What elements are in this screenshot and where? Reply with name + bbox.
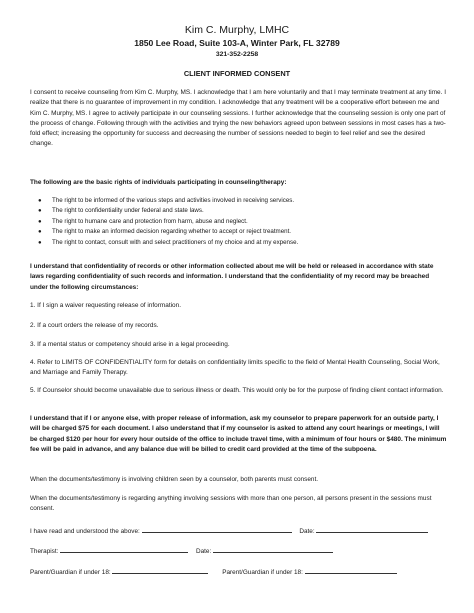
date-label: Date: xyxy=(299,528,315,535)
rights-list-item: ● The right to be informed of the various steps and activities involved in receiving services. xyxy=(52,196,452,206)
multiple-persons-note: When the documents/testimony is regarding anything involving sessions with more than one person, all persons present in the sessions must consent. xyxy=(30,495,432,513)
rights-list-item: ● The right to make an informed decision regarding whether to accept or reject treatment. xyxy=(52,227,452,237)
rights-list xyxy=(38,196,452,248)
parent-label: Parent/Guardian if under 18: xyxy=(222,569,303,576)
parent-signatures-row xyxy=(30,567,397,577)
practice-address: 1850 Lee Road, Suite 103-A, Winter Park, FL 32789 xyxy=(134,38,340,48)
bullet-icon: ● xyxy=(38,218,42,225)
bullet-icon: ● xyxy=(38,208,42,215)
therapist-signature-line[interactable] xyxy=(60,546,188,553)
rights-heading: The following are the basic rights of individuals participating in counseling/therapy: xyxy=(30,179,287,186)
document-title: CLIENT INFORMED CONSENT xyxy=(183,69,291,78)
circumstance-item: 3. If a mental status or competency should arise in a legal proceeding. xyxy=(30,341,230,348)
acknowledgement-signature-row xyxy=(30,526,428,536)
intro-paragraph: I consent to receive counseling from Kim C. Murphy, MS. I acknowledge that I am here voluntarily and that I may terminate treatment at any time. I realize that there is no guarantee of improvement in my condition. I acknowledge that any treatment will be a cooperative effort between me and Kim C. Murphy, MS. I agree to actively participate in our counseling sessions. I further acknowledge that the counseling session is only one part of the process of change. Following through with the activities and trying the new behaviors agreed upon between sessions in most cases has a two-fold effect; increasing the opportunity for success and decreasing the number of sessions needed to begin to feel relief and see the desired change. xyxy=(30,89,447,148)
date-label: Date: xyxy=(195,548,212,555)
fees-paragraph: I understand that if I or anyone else, with proper release of information, ask my counselor to prepare paperwork for an outside party, I will be charged $75 for each document. I also understand that if my counselor is asked to attend any court hearings or meetings, I will be charged $120 per hour for every hour outside of the office to include travel time, with a minimum of four hours or $480. The minimum fee will be paid in advance, and any balance due will be billed to credit card provided at the time of the subpoena. xyxy=(30,415,447,453)
acknowledgement-signature-line[interactable] xyxy=(142,526,292,533)
rights-list-item: ● The right to confidentiality under federal and state laws. xyxy=(52,206,452,216)
parent-signature-line-1[interactable] xyxy=(112,567,208,574)
practitioner-name: Kim C. Murphy, LMHC xyxy=(184,24,290,36)
rights-list-item: ● The right to humane care and protection from harm, abuse and neglect. xyxy=(52,217,452,227)
bullet-icon: ● xyxy=(38,229,42,236)
bullet-icon: ● xyxy=(38,198,42,204)
children-consent-note: When the documents/testimony is involving children seen by a counselor, both parents must consent. xyxy=(30,476,319,483)
practice-phone: 321-352-2258 xyxy=(215,51,259,58)
acknowledgement-label: I have read and understood the above: xyxy=(30,528,140,535)
acknowledgement-date-line[interactable] xyxy=(316,526,428,533)
therapist-date-line[interactable] xyxy=(213,546,333,553)
confidentiality-paragraph: I understand that confidentiality of records or other information collected about me will be held or released in accordance with state laws regarding confidentiality of such records and information. I understand that the confidentiality of my record may be breached under the following circumstances: xyxy=(30,263,434,291)
circumstance-item: 1. If I sign a waiver requesting release of information. xyxy=(30,302,182,309)
rights-list-item: ● The right to contact, consult with and select practitioners of my choice and at my expense. xyxy=(52,238,452,248)
parent-label: Parent/Guardian if under 18: xyxy=(30,569,111,576)
therapist-signature-row xyxy=(30,546,333,556)
bullet-icon: ● xyxy=(38,239,42,246)
circumstance-item: 5. If Counselor should become unavailable due to serious illness or death. This would only be for the purpose of finding client contact information. xyxy=(30,387,444,394)
therapist-label: Therapist: xyxy=(30,548,59,555)
circumstance-item: 4. Refer to LIMITS OF CONFIDENTIALITY form for details on confidentiality limits specific to the field of Mental Health Counseling, Social Work, and Marriage and Family Therapy. xyxy=(30,359,440,377)
circumstance-item: 2. If a court orders the release of my records. xyxy=(30,322,159,329)
parent-signature-line-2[interactable] xyxy=(305,567,397,574)
